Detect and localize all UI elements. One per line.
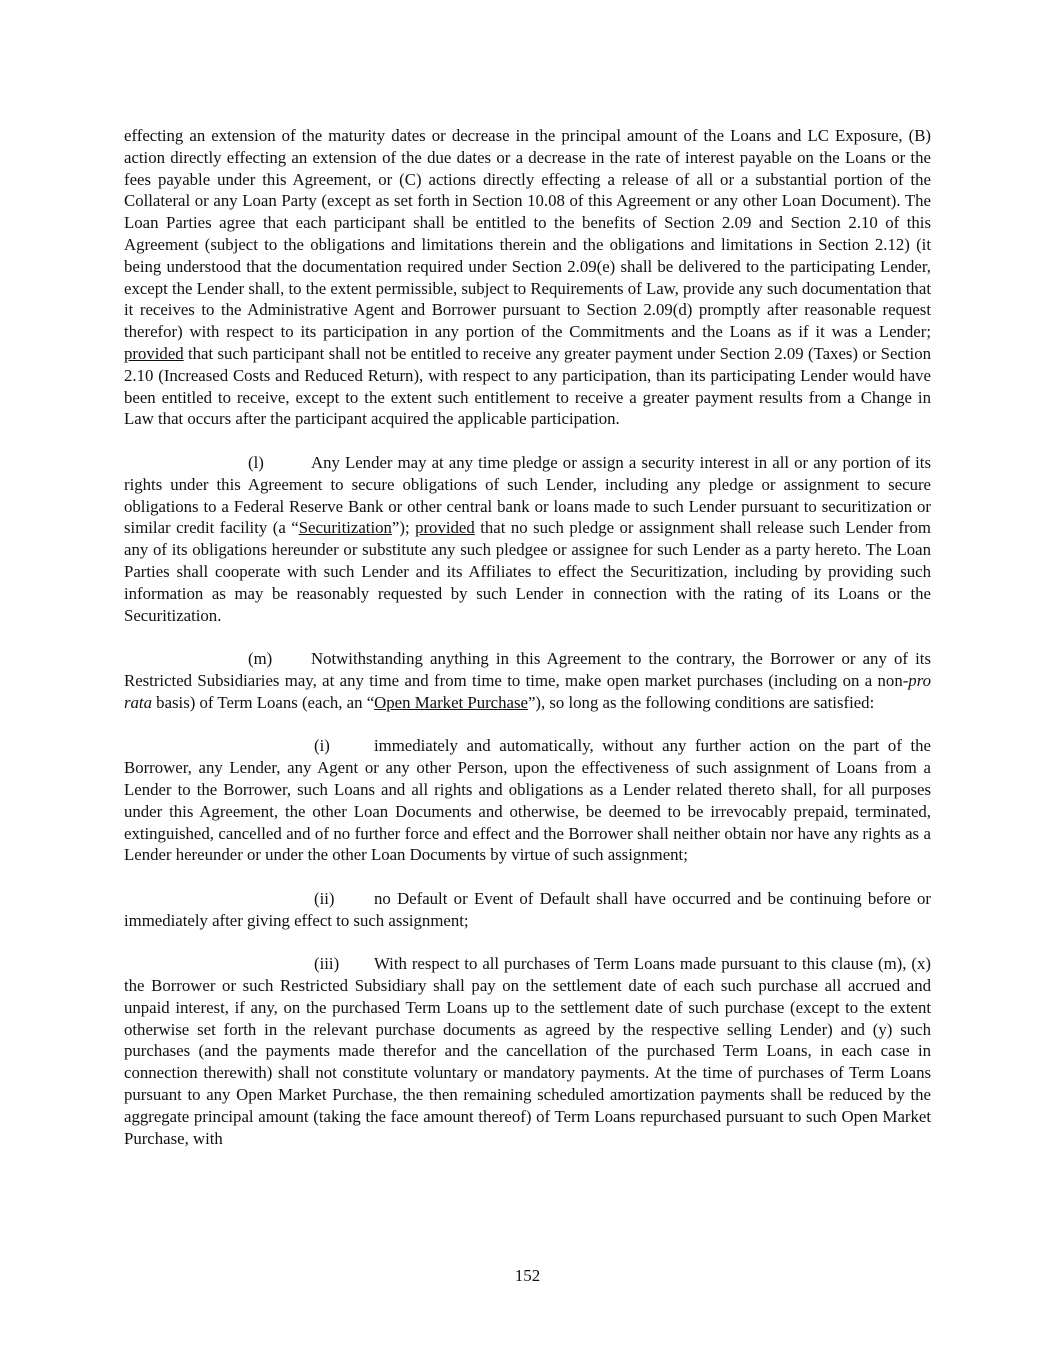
paragraph-m-iii	[124, 953, 931, 1149]
text-run: no Default or Event of Default shall have occurred and be continuing before or immediately after giving effect to such assignment;	[124, 888, 931, 930]
page-number: 152	[514, 1266, 541, 1285]
paragraph-continuation	[124, 125, 931, 430]
paragraph-m	[124, 648, 931, 713]
clause-number: (ii)	[314, 888, 335, 908]
paragraph-m-ii	[124, 888, 931, 932]
text-run: Notwithstanding anything in this Agreement to the contrary, the Borrower or any of its Restricted Subsidiaries may, at any time and from time to time, make open market purchases (including on a non-	[124, 649, 931, 690]
defined-term: Securitization	[298, 518, 392, 538]
clause-number: (iii)	[314, 954, 340, 974]
text-run: effecting an extension of the maturity dates or decrease in the principal amount of the Loans and LC Exposure, (B) action directly effecting an extension of the due dates or a decrease in the rate of interest payable on the Loans or the fees payable under this Agreement, or (C) actions directly effecting a release of all or a substantial portion of the Collateral or any Loan Party (except as set forth in Section 10.08 of this Agreement or any other Loan Document). The Loan Parties agree that each participant shall be entitled to the benefits of Section 2.09 and Section 2.10 of this Agreement (subject to the obligations and limitations therein and the obligations and limitations in Section 2.12) (it being understood that the documentation required under Section 2.09(e) shall be delivered to the participating Lender, except the Lender shall, to the extent permissible, subject to Requirements of Law, provide any such documentation that it receives to the Administrative Agent and Borrower pursuant to Section 2.09(d) promptly after reasonable request therefor) with respect to its participation in any portion of the Commitments and the Loans as if it was a Lender;	[124, 126, 931, 342]
underlined-term: provided	[415, 518, 475, 538]
text-run: immediately and automatically, without any further action on the part of the Borrower, any Lender, any Agent or any other Person, upon the effectiveness of such assignment of Loans from a Lender to the Borrower, such Loans and all rights and obligations as a Lender related thereto shall, for all purposes under this Agreement, the other Loan Documents and otherwise, be deemed to be irrevocably prepaid, terminated, extinguished, cancelled and of no further force and effect and the Borrower shall neither obtain nor have any rights as a Lender hereunder or under the other Loan Documents by virtue of such assignment;	[124, 736, 931, 865]
clause-number: (i)	[314, 736, 330, 756]
text-run: ”);	[391, 518, 416, 538]
body-text	[124, 125, 931, 1149]
text-run: With respect to all purchases of Term Loans made pursuant to this clause (m), (x) the Borrower or such Restricted Subsidiary shall pay on the settlement date of each such purchase all accrued and unpaid interest, if any, on the purchased Term Loans up to the settlement date of such purchase (except to the extent otherwise set forth in the relevant purchase documents as agreed by the respective selling Lender) and (y) such purchases (and the payments made therefor and the cancellation of the purchased Term Loans, in each case in connection therewith) shall not constitute voluntary or mandatory payments. At the time of purchases of Term Loans pursuant to any Open Market Purchase, the then remaining scheduled amortization payments shall be reduced by the aggregate principal amount (taking the face amount thereof) of Term Loans repurchased pursuant to such Open Market Purchase, with	[124, 954, 931, 1148]
paragraph-l	[124, 452, 931, 626]
underlined-term: provided	[124, 343, 184, 363]
paragraph-m-i	[124, 735, 931, 866]
text-run: Any Lender may at any time pledge or assign a security interest in all or any portion of its rights under this Agreement to secure obligations of such Lender, including any pledge or assignment to secure obligations to a Federal Reserve Bank or other central bank or loans made to such Lender pursuant to securitization or similar credit facility (a “	[124, 452, 931, 538]
text-run: that no such pledge or assignment shall release such Lender from any of its obligations hereunder or substitute any such pledgee or assignee for such Lender as a party hereto. The Loan Parties shall cooperate with such Lender and its Affiliates to effect the Securitization, including by providing such information as may be reasonably requested by such Lender in connection with the rating of its Loans or the Securitization.	[124, 518, 931, 625]
text-run: basis) of Term Loans (each, an “	[151, 692, 375, 712]
text-run: that such participant shall not be entitled to receive any greater payment under Section 2.09 (Taxes) or Section 2.10 (Increased Costs and Reduced Return), with respect to any participation, than its participating Lender would have been entitled to receive, except to the extent such entitlement to receive a greater payment results from a Change in Law that occurs after the participant acquired the applicable participation.	[124, 343, 931, 429]
defined-term: Open Market Purchase	[374, 692, 528, 712]
clause-number: (m)	[248, 649, 273, 669]
italic-term: pro rata	[124, 670, 931, 712]
text-run: ”), so long as the following conditions are satisfied:	[527, 692, 875, 712]
clause-number: (l)	[248, 452, 264, 472]
